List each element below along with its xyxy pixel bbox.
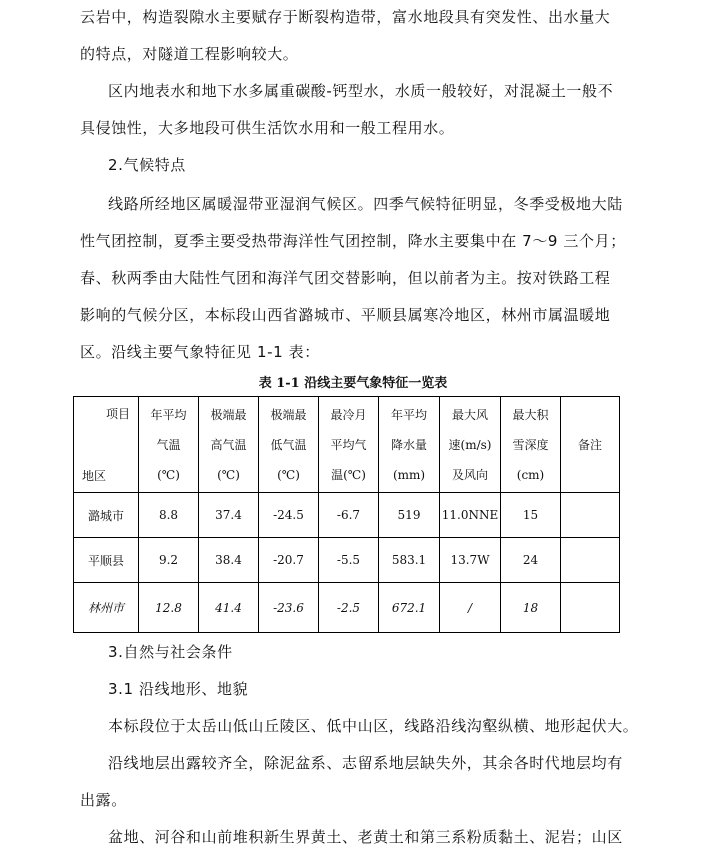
text-line: 区内地表水和地下水多属重碳酸-钙型水，水质一般较好，对混凝土一般不: [108, 82, 614, 100]
value-cell: -6.7: [319, 493, 379, 538]
remark-cell: [561, 493, 620, 538]
text-line: 具侵蚀性，大多地段可供生活饮水用和一般工程用水。: [80, 119, 455, 137]
area-cell: 林州市: [74, 583, 139, 633]
header-corner-cell: [74, 397, 139, 493]
text-line: 本标段位于太岳山低山丘陵区、低中山区，线路沿线沟壑纵横、地形起伏大。: [108, 717, 639, 735]
value-cell: -24.5: [259, 493, 319, 538]
value-cell: 13.7W: [440, 538, 501, 583]
value-cell: 519: [379, 493, 440, 538]
area-cell: 潞城市: [74, 493, 139, 538]
section-heading: 2.气候特点: [108, 156, 186, 174]
value-cell: 41.4: [199, 583, 259, 633]
header-cell: 最冷月 平均气 温(℃): [319, 397, 379, 493]
text-line: 春、秋两季由大陆性气团和海洋气团交替影响，但以前者为主。按对铁路工程: [80, 269, 611, 287]
value-cell: -5.5: [319, 538, 379, 583]
header-cell: 年平均 降水量 (mm): [379, 397, 440, 493]
text-line: 区。沿线主要气象特征见 1-1 表：: [80, 343, 320, 361]
value-cell: -20.7: [259, 538, 319, 583]
table-caption: 表 1-1 沿线主要气象特征一览表: [258, 376, 448, 391]
value-cell: 37.4: [199, 493, 259, 538]
value-cell: 12.8: [139, 583, 199, 633]
value-cell: 15: [501, 493, 561, 538]
header-cell: 年平均 气温 (℃): [139, 397, 199, 493]
value-cell: 8.8: [139, 493, 199, 538]
weather-table: [73, 396, 620, 633]
table-row: [74, 493, 620, 538]
section-heading: 3.自然与社会条件: [108, 643, 233, 661]
text-line: 出露。: [80, 791, 127, 809]
value-cell: 18: [501, 583, 561, 633]
value-cell: -2.5: [319, 583, 379, 633]
remark-cell: [561, 538, 620, 583]
value-cell: /: [440, 583, 501, 633]
value-cell: 24: [501, 538, 561, 583]
header-cell: 最大积 雪深度 (cm): [501, 397, 561, 493]
value-cell: 38.4: [199, 538, 259, 583]
text-line: 影响的气候分区，本标段山西省潞城市、平顺县属寒冷地区，林州市属温暖地: [80, 306, 611, 324]
value-cell: 11.0NNE: [440, 493, 501, 538]
remark-cell: [561, 583, 620, 633]
value-cell: 672.1: [379, 583, 440, 633]
text-line: 云岩中，构造裂隙水主要赋存于断裂构造带，富水地段具有突发性、出水量大: [80, 8, 611, 26]
value-cell: 583.1: [379, 538, 440, 583]
header-area-label: 地区: [82, 469, 107, 483]
text-line: 的特点，对隧道工程影响较大。: [80, 45, 299, 63]
header-cell: 极端最 低气温 (℃): [259, 397, 319, 493]
value-cell: -23.6: [259, 583, 319, 633]
text-line: 盆地、河谷和山前堆积新生界黄土、老黄土和第三系粉质黏土、泥岩；山区: [108, 828, 623, 846]
table-row: [74, 583, 620, 633]
header-remark-cell: 备注: [561, 397, 620, 493]
header-item-label: 项目: [105, 407, 130, 421]
text-line: 沿线地层出露较齐全，除泥盆系、志留系地层缺失外，其余各时代地层均有: [108, 754, 623, 772]
area-cell: 平顺县: [74, 538, 139, 583]
text-line: 性气团控制，夏季主要受热带海洋性气团控制，降水主要集中在 7～9 三个月；: [80, 232, 626, 250]
header-cell: 极端最 高气温 (℃): [199, 397, 259, 493]
header-cell: 最大风 速(m/s) 及风向: [440, 397, 501, 493]
section-heading: 3.1 沿线地形、地貌: [108, 680, 249, 698]
text-line: 线路所经地区属暖湿带亚湿润气候区。四季气候特征明显，冬季受极地大陆: [108, 195, 623, 213]
table-header-row: [74, 397, 620, 493]
table-row: [74, 538, 620, 583]
value-cell: 9.2: [139, 538, 199, 583]
